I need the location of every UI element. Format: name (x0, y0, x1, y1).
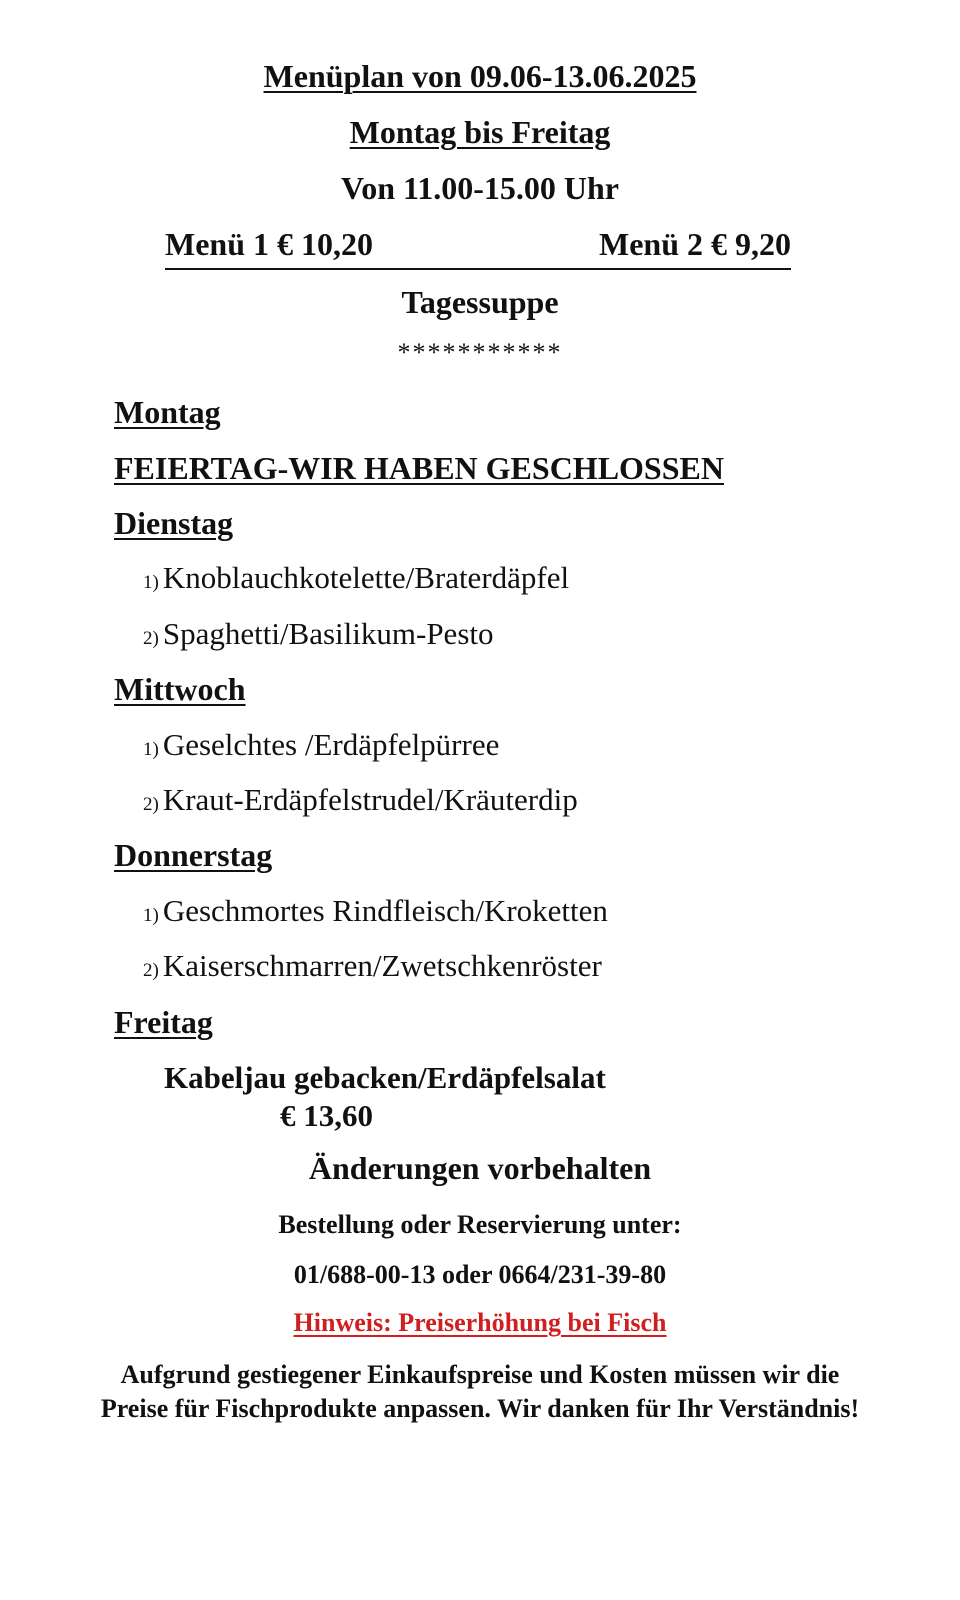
day-name: Freitag (114, 1004, 213, 1040)
menu-item (143, 616, 494, 652)
item-number: 2) (143, 960, 159, 981)
phone-numbers: 01/688-00-13 oder 0664/231-39-80 (293, 1260, 667, 1289)
price-notice-text: Hinweis: Preiserhöhung bei Fisch (293, 1308, 667, 1337)
price-explanation: Aufgrund gestiegener Einkaufspreise und Kosten müssen wir die Preise für Fischprodukte anpassen. Wir danken für Ihr Verständnis! (100, 1360, 860, 1423)
menu-item (143, 948, 602, 984)
menu-item (143, 727, 499, 763)
day-heading-donnerstag (114, 837, 272, 874)
daily-soup: Tagessuppe (401, 284, 559, 320)
day-heading-freitag (114, 1004, 213, 1041)
item-text: Geschmortes Rindfleisch/Kroketten (162, 893, 608, 928)
item-number: 1) (143, 905, 159, 926)
day-name: Mittwoch (114, 671, 246, 707)
day-heading-mittwoch (114, 671, 246, 708)
item-text: Knoblauchkotelette/Braterdäpfel (162, 560, 570, 595)
item-number: 1) (143, 572, 159, 593)
holiday-notice-text: FEIERTAG-WIR HABEN GESCHLOSSEN (114, 450, 724, 486)
menu-prices (165, 226, 791, 270)
item-text: Spaghetti/Basilikum-Pesto (162, 616, 494, 651)
item-number: 2) (143, 628, 159, 649)
item-text: Geselchtes /Erdäpfelpürree (162, 727, 500, 762)
day-name: Montag (114, 394, 221, 430)
item-number: 1) (143, 739, 159, 760)
day-heading-dienstag (114, 505, 233, 542)
day-name: Dienstag (114, 505, 234, 541)
menu-item (143, 782, 578, 818)
price-notice (0, 1308, 960, 1338)
friday-special-price: € 13,60 (280, 1098, 373, 1133)
item-text: Kaiserschmarren/Zwetschkenröster (162, 948, 602, 983)
menu-2-price: Menü 2 € 9,20 (599, 226, 791, 262)
separator: *********** (397, 338, 563, 367)
menu-item (143, 893, 608, 929)
friday-special: Kabeljau gebacken/Erdäpfelsalat (164, 1060, 606, 1095)
opening-hours: Von 11.00-15.00 Uhr (341, 170, 619, 206)
day-name: Donnerstag (114, 837, 273, 873)
days-range (0, 114, 960, 151)
changes-reserved: Änderungen vorbehalten (308, 1150, 652, 1186)
days-range-text: Montag bis Freitag (349, 114, 611, 150)
menu-item (143, 560, 569, 596)
item-number: 2) (143, 794, 159, 815)
order-info: Bestellung oder Reservierung unter: (278, 1210, 682, 1239)
menu-1-price: Menü 1 € 10,20 (165, 226, 373, 262)
day-heading-montag (114, 394, 221, 431)
item-text: Kraut-Erdäpfelstrudel/Kräuterdip (162, 782, 578, 817)
holiday-notice (114, 450, 724, 487)
page-title (0, 58, 960, 95)
title-text: Menüplan von 09.06-13.06.2025 (263, 58, 697, 94)
